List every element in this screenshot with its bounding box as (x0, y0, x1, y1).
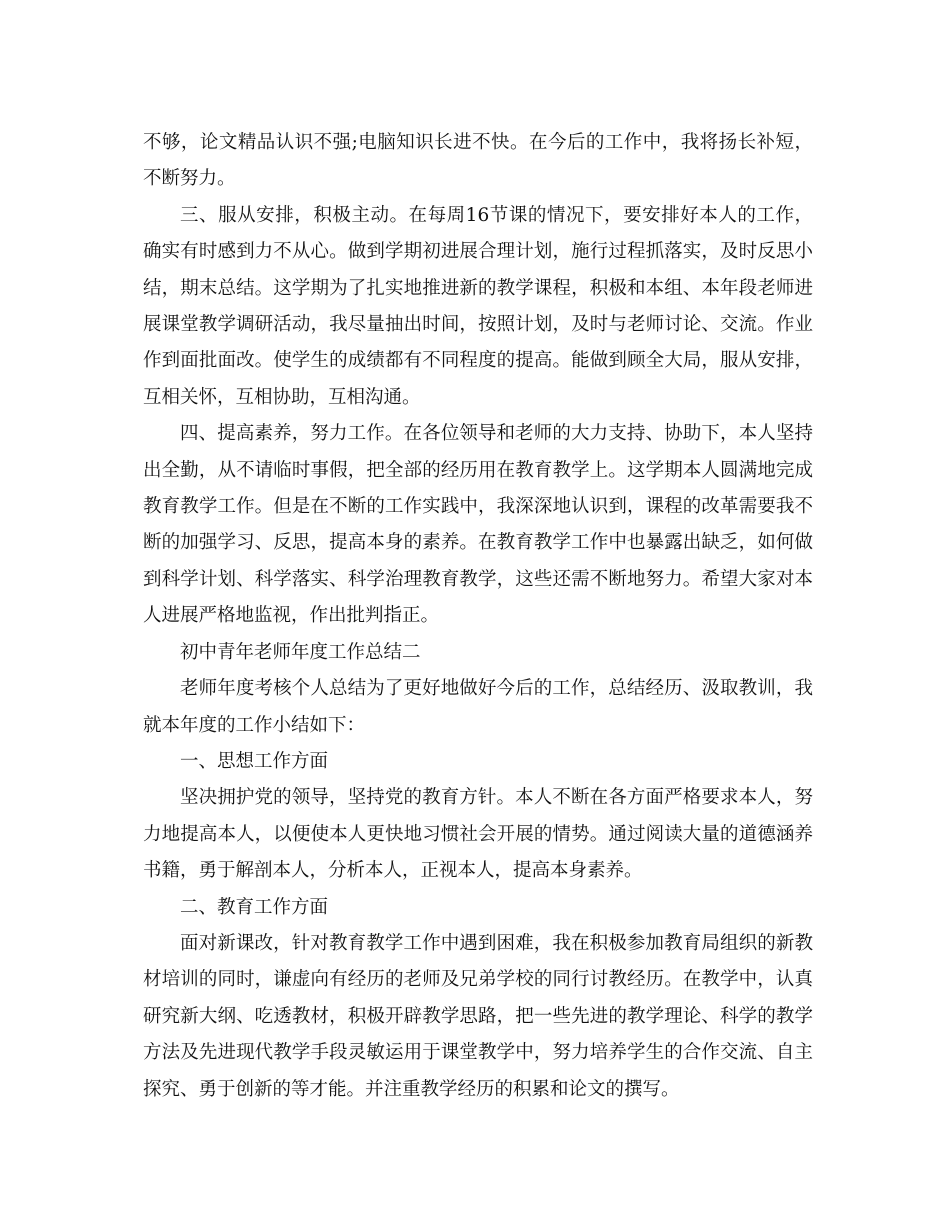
subheading-thought-work: 一、思想工作方面 (180, 750, 329, 772)
paragraph-1: 不够，论文精品认识不强;电脑知识长进不快。在今后的工作中，我将扬长补短，不断努力。 (143, 132, 813, 190)
paragraph-3: 四、提高素养，努力工作。在各位领导和老师的大力支持、协助下，本人坚持出全勤，从不请临时事假，把全部的经历用在教育教学上。这学期本人圆满地完成教育教学工作。但是在不断的工作实践中，我深深地认识到，课程的改革需要我不断的加强学习、反思，提高本身的素养。在教育教学工作中也暴露出缺乏，如何做到科学计划、科学落实、科学治理教育教学，这些还需不断地努力。希望大家对本人进展严格地监视，作出批判指正。 (143, 423, 813, 627)
subheading-education-work: 二、教育工作方面 (180, 896, 329, 918)
paragraph-7: 坚决拥护党的领导，坚持党的教育方针。本人不断在各方面严格要求本人，努力地提高本人，以便使本人更快地习惯社会开展的情势。通过阅读大量的道德涵养书籍，勇于解剖本人，分析本人，正视本人，提高本身素养。 (143, 787, 813, 882)
document-body (143, 125, 813, 1108)
paragraph-9: 面对新课改，针对教育教学工作中遇到困难，我在积极参加教育局组织的新教材培训的同时，谦虚向有经历的老师及兄弟学校的同行讨教经历。在教学中，认真研究新大纲、吃透教材，积极开辟教学思路，把一些先进的教学理论、科学的教学方法及先进现代教学手段灵敏运用于课堂教学中，努力培养学生的合作交流、自主探究、勇于创新的等才能。并注重教学经历的积累和论文的撰写。 (143, 932, 813, 1100)
section-heading-2: 初中青年老师年度工作总结二 (180, 641, 421, 663)
paragraph-5: 老师年度考核个人总结为了更好地做好今后的工作，总结经历、汲取教训，我就本年度的工作小结如下： (143, 678, 813, 736)
paragraph-2: 三、服从安排，积极主动。在每周16节课的情况下，要安排好本人的工作，确实有时感到力不从心。做到学期初进展合理计划，施行过程抓落实，及时反思小结，期末总结。这学期为了扎实地推进新的教学课程，积极和本组、本年段老师进展课堂教学调研活动，我尽量抽出时间，按照计划，及时与老师讨论、交流。作业作到面批面改。使学生的成绩都有不同程度的提高。能做到顾全大局，服从安排，互相关怀，互相协助，互相沟通。 (143, 204, 813, 408)
